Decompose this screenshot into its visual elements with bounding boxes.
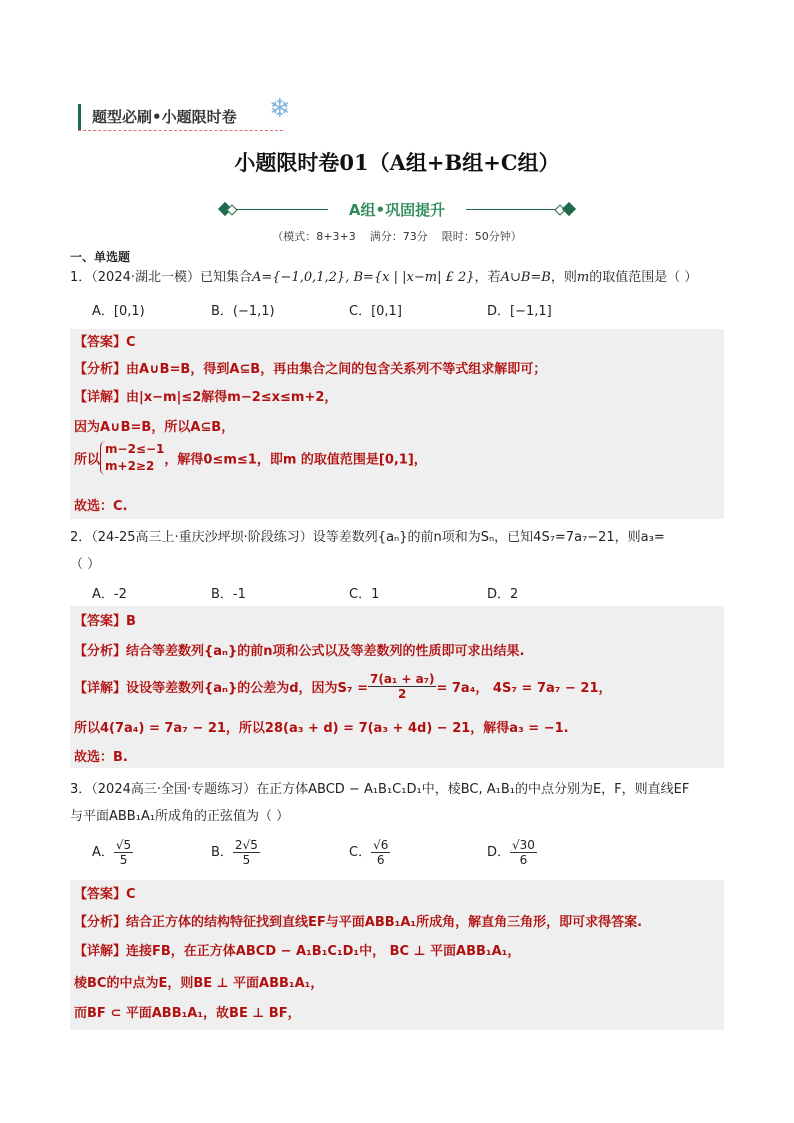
q3-option-b-label: B．: [211, 845, 233, 860]
q1-detail-line2: 因为A∪B=B，所以A⊆B，: [74, 420, 235, 435]
q3-option-a[interactable]: [92, 838, 133, 867]
tag-accent-bar: [78, 104, 81, 130]
q1-stem-text4: 的取值范围是（ ）: [589, 270, 698, 285]
q3-stem-line1: 3．（2024高三·全国·专题练习）在正方体ABCD − A₁B₁C₁D₁中，棱BC, A₁B₁的中点分别为E，F，则直线EF: [70, 782, 690, 797]
detail-label: 【详解】: [74, 390, 127, 405]
q3-option-d[interactable]: [487, 838, 537, 867]
q3-option-a-den: 5: [119, 853, 128, 867]
q2-analysis: 结合等差数列{aₙ}的前n项和公式以及等差数列的性质即可求出结果.: [126, 644, 525, 659]
tag-text: 题型必刷•小题限时卷: [92, 108, 237, 126]
q3-option-d-label: D．: [487, 845, 511, 860]
q3-analysis-line: [74, 911, 642, 930]
q2-detail-line3: 故选：B.: [74, 750, 128, 765]
q3-option-c-label: C．: [349, 845, 372, 860]
q1-sys-eq1: m−2≤−1: [105, 442, 165, 456]
q2-detail-line2: 所以4(7a₄) = 7a₇ − 21，所以28(a₃ + d) = 7(a₃ + 4d) − 21，解得a₃ = −1.: [74, 721, 569, 736]
page-title: 小题限时卷01（A组+B组+C组）: [234, 150, 560, 175]
q2-detail-line1: [74, 672, 612, 701]
q1-sys-eq2: m+2≥2: [105, 459, 155, 473]
q1-detail-line3: [74, 441, 427, 475]
q1-detail-line1: [74, 386, 337, 405]
q2-option-b[interactable]: B．-1: [211, 587, 246, 602]
q2-frac-denominator: 2: [398, 687, 407, 701]
q2-option-c[interactable]: C．1: [349, 587, 380, 602]
answer-label: 【答案】: [74, 887, 127, 902]
q3-option-c-den: 6: [376, 853, 385, 867]
q3-detail-line3: 而BF ⊂ 平面ABB₁A₁，故BE ⊥ BF，: [74, 1006, 301, 1021]
q2-analysis-line: [74, 640, 524, 659]
header-tag: [78, 94, 291, 134]
banner-text: A组•巩固提升: [348, 201, 446, 219]
q1-answer-box: [70, 329, 724, 519]
q2-stem-line2: （ ）: [70, 557, 101, 572]
q3-option-b-num: 2√5: [234, 838, 258, 852]
q1-analysis: 由A∪B=B，得到A⊆B，再由集合之间的包含关系列不等式组求解即可；: [126, 362, 547, 377]
q3-option-a-num: √5: [115, 838, 132, 852]
q1-detail-1: 由|x−m|≤2解得m−2≤x≤m+2，: [126, 390, 338, 405]
q3-option-b-fraction: [233, 838, 260, 867]
q3-detail-1: 连接FB，在正方体ABCD − A₁B₁C₁D₁中， BC ⊥ 平面ABB₁A₁，: [126, 944, 521, 959]
q1-answer-line: [74, 331, 136, 350]
q3-answer: C: [126, 887, 136, 902]
q1-stem-union: A∪B=B: [500, 270, 551, 285]
q3-option-a-label: A．: [92, 845, 114, 860]
q3-option-d-den: 6: [519, 853, 528, 867]
q3-option-b-den: 5: [242, 853, 251, 867]
q2-frac-numerator: 7(a₁ + a₇): [370, 672, 435, 686]
detail-label: 【详解】: [74, 681, 127, 696]
q2-stem-line1: 2．（24-25高三上·重庆沙坪坝·阶段练习）设等差数列{aₙ}的前n项和为Sₙ，已知4S₇=7a₇−21，则a₃=: [70, 530, 665, 545]
q3-option-c-fraction: [371, 838, 390, 867]
section-banner: [218, 198, 576, 222]
q1-detail-3-pre: 所以: [74, 452, 101, 468]
q3-option-c-num: √6: [373, 838, 389, 852]
answer-label: 【答案】: [74, 335, 127, 350]
q2-option-d[interactable]: D．2: [487, 587, 519, 602]
q1-stem-text3: ，则: [550, 270, 577, 285]
exam-meta: （模式：8+3+3 满分：73分 限时：50分钟）: [272, 230, 522, 243]
q1-stem: [70, 266, 697, 285]
q2-s7-fraction: [368, 672, 436, 701]
q2-answer: B: [126, 614, 136, 629]
q3-detail-line2: 棱BC的中点为E，则BE ⊥ 平面ABB₁A₁，: [74, 976, 324, 991]
analysis-label: 【分析】: [74, 362, 127, 377]
q2-detail-1-post: = 7a₄， 4S₇ = 7a₇ − 21，: [436, 681, 612, 696]
q3-detail-line1: [74, 940, 520, 959]
q3-analysis: 结合正方体的结构特征找到直线EF与平面ABB₁A₁所成角，解直角三角形，即可求得答案.: [126, 915, 643, 930]
q3-option-a-fraction: [114, 838, 133, 867]
section-heading: 一、单选题: [70, 250, 131, 264]
q1-stem-text2: ，若: [474, 270, 501, 285]
q3-option-d-fraction: [510, 838, 537, 867]
q1-option-b[interactable]: B．(−1,1): [211, 304, 275, 319]
analysis-label: 【分析】: [74, 915, 127, 930]
q1-stem-m: m: [576, 270, 590, 285]
q1-answer: C: [126, 335, 136, 350]
tag-dashed-underline: [78, 130, 283, 131]
snowflake-icon: ❄: [269, 94, 291, 124]
q1-option-a[interactable]: A．[0,1): [92, 304, 145, 319]
q3-option-c[interactable]: [349, 838, 390, 867]
q2-answer-line: [74, 610, 136, 629]
analysis-label: 【分析】: [74, 644, 127, 659]
q2-answer-box: [70, 606, 724, 768]
q1-stem-text: 1．（2024·湖北一模）已知集合: [70, 270, 252, 285]
q3-answer-line: [74, 883, 136, 902]
q1-inequality-system: [100, 441, 164, 475]
q2-detail-1-pre: 设设等差数列{aₙ}的公差为d，因为S₇ =: [126, 681, 369, 696]
q3-stem-line2: 与平面ABB₁A₁所成角的正弦值为（ ）: [70, 809, 290, 824]
q3-option-d-num: √30: [512, 838, 535, 852]
q3-option-b[interactable]: [211, 838, 260, 867]
q1-option-c[interactable]: C．[0,1]: [349, 304, 402, 319]
answer-label: 【答案】: [74, 614, 127, 629]
q1-option-d[interactable]: D．[−1,1]: [487, 304, 552, 319]
q1-detail-3-post: ，解得0≤m≤1，即m 的取值范围是[0,1]，: [164, 452, 427, 468]
q3-answer-box: [70, 880, 724, 1030]
q1-analysis-line: [74, 358, 546, 377]
q2-option-a[interactable]: A．-2: [92, 587, 127, 602]
detail-label: 【详解】: [74, 944, 127, 959]
q1-detail-line4: 故选：C.: [74, 499, 128, 514]
q1-stem-sets: A={−1,0,1,2}, B={x | |x−m| £ 2}: [252, 270, 475, 285]
